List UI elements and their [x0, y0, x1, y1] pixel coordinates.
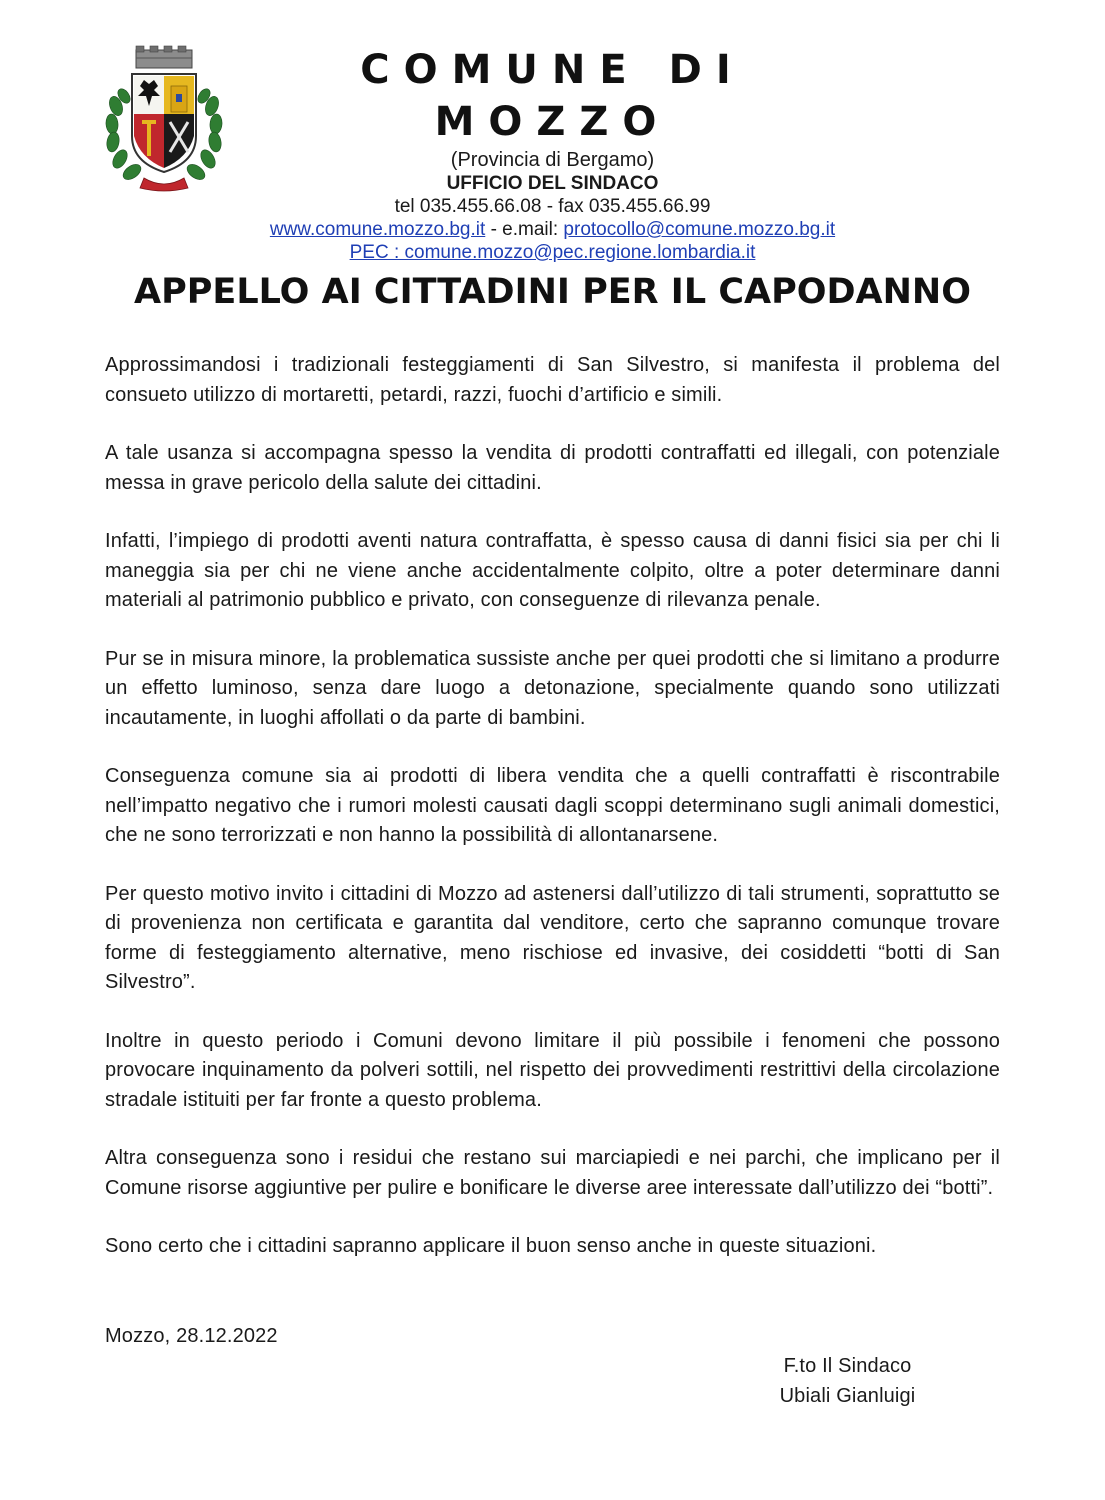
municipality-title: COMUNE DI MOZZO [360, 47, 745, 145]
letterhead [250, 44, 855, 264]
office-line: UFFICIO DEL SINDACO [446, 173, 659, 194]
municipal-coat-of-arms-icon [104, 44, 224, 194]
pec-link[interactable]: PEC : comune.mozzo@pec.regione.lombardia.it [349, 242, 756, 263]
body-paragraph: Sono certo che i cittadini sapranno applicare il buon senso anche in queste situazioni. [105, 1235, 877, 1257]
body-paragraph: Inoltre in questo periodo i Comuni devono limitare il più possibile i fenomeni che possono provocare inquinamento da polveri sottili, nel rispetto dei provvedimenti restrittivi della circolazione stradale istituiti per far fronte a questo problema. [105, 1029, 1000, 1111]
email-label: - e.mail: [490, 219, 559, 240]
body-paragraph: Pur se in misura minore, la problematica sussiste anche per quei prodotti che si limitano a produrre un effetto luminoso, senza dare luogo a detonazione, specialmente quando sono utilizzati incautamente, in luoghi affollati o da parte di bambini. [105, 647, 1000, 729]
web-email-line [250, 218, 855, 241]
body-paragraph: Per questo motivo invito i cittadini di Mozzo ad astenersi dall’utilizzo di tali strumenti, soprattutto se di provenienza non certificata e garantita dal venditore, certo che sapranno comunque trovare forme di festeggiamento alternative, meno rischiose ed invasive, dei cosiddetti “botti di San Silvestro”. [105, 882, 1000, 993]
email-link[interactable]: protocollo@comune.mozzo.bg.it [563, 219, 836, 240]
body-paragraph: Conseguenza comune sia ai prodotti di libera vendita che a quelli contraffatti è riscontrabile nell’impatto negativo che i rumori molesti causati dagli scoppi determinano sugli animali domestici, che ne sono terrorizzati e non hanno la possibilità di allontanarsene. [105, 765, 1000, 846]
body-paragraph: Infatti, l’impiego di prodotti aventi natura contraffatta, è spesso causa di danni fisici sia per chi li maneggia sia per chi ne viene anche accidentalmente colpito, oltre a poter determinare danni materiali al patrimonio pubblico e privato, con conseguenze di rilevanza penale. [105, 530, 1000, 611]
signature-block [760, 1352, 935, 1411]
document-body [105, 351, 1000, 1291]
pec-line [250, 241, 855, 264]
body-paragraph: Approssimandosi i tradizionali festeggiamenti di San Silvestro, si manifesta il problema del consueto utilizzo di mortaretti, petardi, razzi, fuochi d’artificio e simili. [105, 354, 1000, 406]
body-paragraph: Altra conseguenza sono i residui che restano sui marciapiedi e nei parchi, che implicano per il Comune risorse aggiuntive per pulire e bonificare le diverse aree interessate dall’utilizzo dei “botti”. [105, 1147, 1000, 1199]
phone-fax-line: tel 035.455.66.08 - fax 035.455.66.99 [394, 196, 711, 217]
body-paragraph: A tale usanza si accompagna spesso la vendita di prodotti contraffatti ed illegali, con potenziale messa in grave pericolo della salute dei cittadini. [105, 442, 1000, 494]
place-and-date: Mozzo, 28.12.2022 [105, 1325, 278, 1347]
document-title: APPELLO AI CITTADINI PER IL CAPODANNO [134, 272, 971, 312]
website-link[interactable]: www.comune.mozzo.bg.it [269, 219, 486, 240]
province-line: (Provincia di Bergamo) [450, 149, 655, 171]
signature-name: Ubiali Gianluigi [779, 1384, 916, 1407]
signature-role: F.to Il Sindaco [783, 1355, 912, 1377]
